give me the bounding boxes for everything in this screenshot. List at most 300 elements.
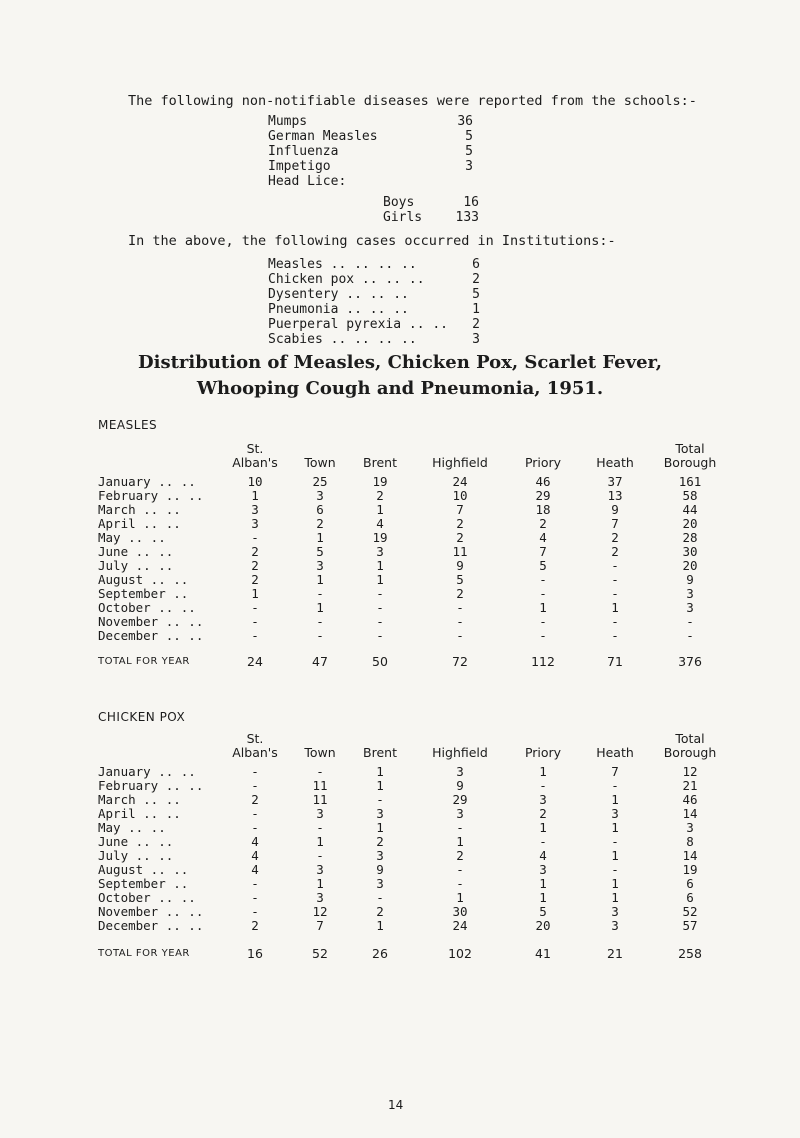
month-label: June .. .. — [98, 544, 174, 559]
table-cell: 3 — [611, 806, 619, 821]
month-label: February .. .. — [98, 488, 204, 503]
table-cell: - — [376, 890, 384, 905]
table-cell: 2 — [376, 488, 384, 503]
col-brent: Brent — [363, 745, 397, 760]
table-cell: - — [686, 614, 694, 629]
table-cell: - — [456, 614, 464, 629]
table-cell: 11 — [312, 792, 328, 807]
col-st-albans-2: Alban's — [232, 745, 278, 760]
table-cell: 7 — [316, 918, 324, 933]
table-cell: 3 — [251, 502, 259, 517]
table-cell: - — [376, 600, 384, 615]
table-cell: 1 — [539, 600, 547, 615]
table-cell: - — [251, 614, 259, 629]
section-heading: Distribution of Measles, Chicken Pox, Scarlet Fever, — [138, 352, 662, 373]
table-cell: 9 — [456, 778, 464, 793]
table-cell: 1 — [611, 820, 619, 835]
table-cell: 1 — [376, 558, 384, 573]
table-cell: 7 — [456, 502, 464, 517]
table-cell: - — [251, 530, 259, 545]
table-cell: 2 — [456, 516, 464, 531]
table-cell: 5 — [539, 558, 547, 573]
table-cell: - — [539, 614, 547, 629]
table-cell: 3 — [376, 876, 384, 891]
table-row — [0, 876, 800, 890]
table-cell: 7 — [611, 516, 619, 531]
table-cell: 52 — [682, 904, 698, 919]
month-label: April .. .. — [98, 516, 181, 531]
table-cell: 5 — [456, 572, 464, 587]
table-cell: - — [316, 820, 324, 835]
table-cell: - — [251, 806, 259, 821]
col-st-albans-1: St. — [246, 731, 264, 746]
disease-label: Dysentery .. .. .. — [268, 287, 409, 302]
disease-label: Impetigo — [268, 159, 331, 174]
table-row — [0, 820, 800, 834]
table-cell: 19 — [682, 862, 698, 877]
table-cell: - — [611, 614, 619, 629]
total-cell: 376 — [678, 654, 702, 669]
table-cell: 30 — [452, 904, 468, 919]
disease-label: Pneumonia .. .. .. — [268, 302, 409, 317]
table-row — [0, 558, 800, 572]
chickenpox-label: CHICKEN POX — [98, 710, 186, 724]
table-cell: 3 — [376, 544, 384, 559]
table-cell: 7 — [611, 764, 619, 779]
table-cell: - — [456, 876, 464, 891]
table-cell: 1 — [316, 600, 324, 615]
month-label: October .. .. — [98, 890, 196, 905]
table-cell: 1 — [316, 876, 324, 891]
table-row — [0, 848, 800, 862]
totals-row — [0, 946, 800, 960]
month-label: October .. .. — [98, 600, 196, 615]
table-cell: 46 — [535, 474, 551, 489]
table-cell: - — [316, 586, 324, 601]
table-cell: - — [539, 572, 547, 587]
disease-label: Chicken pox .. .. .. — [268, 272, 425, 287]
table-cell: 1 — [316, 572, 324, 587]
col-highfield: Highfield — [432, 455, 488, 470]
table-cell: 3 — [316, 862, 324, 877]
total-cell: 112 — [531, 654, 555, 669]
table-cell: - — [456, 600, 464, 615]
col-total-1: Total — [675, 731, 705, 746]
table-cell: 12 — [682, 764, 698, 779]
table-cell: 1 — [376, 778, 384, 793]
table-cell: 5 — [539, 904, 547, 919]
table-cell: 1 — [251, 488, 259, 503]
table-row — [0, 488, 800, 502]
table-row — [0, 600, 800, 614]
table-cell: 2 — [539, 806, 547, 821]
table-cell: - — [611, 586, 619, 601]
table-cell: 1 — [376, 764, 384, 779]
table-cell: 24 — [452, 918, 468, 933]
table-cell: 1 — [539, 890, 547, 905]
table-cell: 2 — [611, 544, 619, 559]
list-item — [268, 114, 473, 129]
list-item — [383, 210, 479, 225]
col-priory: Priory — [524, 455, 562, 470]
table-cell: 1 — [611, 848, 619, 863]
table-cell: 1 — [251, 586, 259, 601]
table-cell: 46 — [682, 792, 698, 807]
disease-count: 2 — [472, 317, 480, 332]
list-item — [383, 195, 479, 210]
chickenpox-table — [0, 730, 800, 960]
table-cell: 12 — [312, 904, 328, 919]
intro-text: The following non-notifiable diseases were reported from the schools:- — [128, 93, 697, 109]
month-label: September .. — [98, 876, 189, 891]
table-cell: 2 — [251, 544, 259, 559]
table-cell: 1 — [376, 918, 384, 933]
col-town: Town — [304, 745, 336, 760]
table-cell: - — [456, 628, 464, 643]
table-cell: 2 — [539, 516, 547, 531]
table-cell: - — [539, 628, 547, 643]
table-cell: 14 — [682, 848, 698, 863]
table-cell: 3 — [316, 558, 324, 573]
total-cell: 52 — [312, 946, 328, 961]
table-cell: 19 — [372, 474, 388, 489]
table-cell: 9 — [376, 862, 384, 877]
table-cell: 3 — [251, 516, 259, 531]
month-label: May .. .. — [98, 820, 166, 835]
page-number: 14 — [388, 1098, 404, 1112]
table-cell: 58 — [682, 488, 698, 503]
table-cell: - — [376, 586, 384, 601]
table-cell: 29 — [452, 792, 468, 807]
table-row — [0, 572, 800, 586]
schools-disease-list — [268, 114, 473, 189]
month-label: November .. .. — [98, 614, 204, 629]
table-cell: - — [456, 862, 464, 877]
table-cell: 3 — [316, 806, 324, 821]
month-label: March .. .. — [98, 502, 181, 517]
col-highfield: Highfield — [432, 745, 488, 760]
disease-count: 2 — [472, 272, 480, 287]
table-cell: - — [611, 778, 619, 793]
table-cell: 1 — [316, 530, 324, 545]
table-cell: 10 — [452, 488, 468, 503]
month-label: August .. .. — [98, 572, 189, 587]
table-cell: - — [376, 614, 384, 629]
table-cell: - — [251, 628, 259, 643]
month-label: March .. .. — [98, 792, 181, 807]
table-cell: 161 — [678, 474, 702, 489]
table-cell: 1 — [611, 600, 619, 615]
table-row — [0, 764, 800, 778]
month-label: July .. .. — [98, 848, 174, 863]
table-cell: - — [316, 764, 324, 779]
table-cell: - — [316, 848, 324, 863]
table-cell: 57 — [682, 918, 698, 933]
table-cell: - — [611, 862, 619, 877]
table-cell: 1 — [611, 792, 619, 807]
col-total-2: Borough — [663, 745, 717, 760]
table-cell: 6 — [686, 876, 694, 891]
total-cell: 26 — [372, 946, 388, 961]
list-item — [268, 317, 480, 332]
table-cell: 2 — [376, 834, 384, 849]
table-cell: - — [376, 792, 384, 807]
table-cell: 3 — [316, 890, 324, 905]
table-row — [0, 628, 800, 642]
table-cell: 4 — [251, 834, 259, 849]
table-cell: 30 — [682, 544, 698, 559]
total-cell: 258 — [678, 946, 702, 961]
disease-count: 5 — [465, 144, 473, 159]
disease-count: 36 — [457, 114, 473, 129]
table-cell: - — [539, 834, 547, 849]
table-row — [0, 474, 800, 488]
table-row — [0, 544, 800, 558]
list-item — [268, 159, 473, 174]
table-cell: 3 — [316, 488, 324, 503]
table-cell: 5 — [316, 544, 324, 559]
table-cell: 4 — [539, 530, 547, 545]
col-town: Town — [304, 455, 336, 470]
group-count: 16 — [463, 195, 479, 210]
total-cell: 47 — [312, 654, 328, 669]
disease-label: Head Lice: — [268, 174, 347, 189]
table-row — [0, 614, 800, 628]
table-cell: - — [611, 572, 619, 587]
table-cell: 1 — [316, 834, 324, 849]
list-item — [268, 287, 480, 302]
table-cell: - — [376, 628, 384, 643]
measles-label: MEASLES — [98, 418, 158, 432]
table-cell: 1 — [376, 572, 384, 587]
totals-label: TOTAL FOR YEAR — [98, 948, 190, 959]
table-cell: - — [686, 628, 694, 643]
total-cell: 16 — [247, 946, 263, 961]
table-cell: 4 — [376, 516, 384, 531]
total-cell: 41 — [535, 946, 551, 961]
table-row — [0, 586, 800, 600]
disease-count: 3 — [472, 332, 480, 347]
table-row — [0, 890, 800, 904]
table-cell: 7 — [539, 544, 547, 559]
col-st-albans-1: St. — [246, 441, 264, 456]
table-cell: - — [251, 820, 259, 835]
table-cell: 3 — [376, 848, 384, 863]
table-cell: 2 — [251, 558, 259, 573]
table-cell: - — [251, 778, 259, 793]
table-cell: 6 — [316, 502, 324, 517]
col-st-albans-2: Alban's — [232, 455, 278, 470]
table-cell: - — [251, 876, 259, 891]
table-cell: 3 — [539, 792, 547, 807]
month-label: May .. .. — [98, 530, 166, 545]
table-cell: - — [316, 614, 324, 629]
table-cell: - — [251, 904, 259, 919]
table-row — [0, 778, 800, 792]
disease-label: Mumps — [268, 114, 308, 129]
table-cell: 9 — [686, 572, 694, 587]
head-lice-list — [383, 195, 479, 225]
table-cell: 8 — [686, 834, 694, 849]
table-cell: 44 — [682, 502, 698, 517]
table-row — [0, 862, 800, 876]
table-cell: 29 — [535, 488, 551, 503]
group-label: Boys — [383, 195, 415, 210]
table-cell: 2 — [251, 792, 259, 807]
total-cell: 102 — [448, 946, 472, 961]
col-total-1: Total — [675, 441, 705, 456]
table-cell: 2 — [456, 848, 464, 863]
table-cell: 1 — [376, 502, 384, 517]
totals-row — [0, 654, 800, 668]
list-item — [268, 272, 480, 287]
table-row — [0, 516, 800, 530]
table-body — [0, 474, 800, 642]
table-cell: 3 — [611, 918, 619, 933]
disease-count: 1 — [472, 302, 480, 317]
month-label: January .. .. — [98, 764, 196, 779]
table-cell: 1 — [539, 764, 547, 779]
total-cell: 24 — [247, 654, 263, 669]
table-cell: 20 — [535, 918, 551, 933]
col-heath: Heath — [596, 745, 634, 760]
month-label: April .. .. — [98, 806, 181, 821]
total-cell: 21 — [607, 946, 623, 961]
table-cell: 3 — [686, 820, 694, 835]
table-cell: 11 — [452, 544, 468, 559]
table-row — [0, 792, 800, 806]
section-subheading: Whooping Cough and Pneumonia, 1951. — [196, 378, 604, 399]
table-cell: - — [251, 600, 259, 615]
month-label: January .. .. — [98, 474, 196, 489]
disease-count: 3 — [465, 159, 473, 174]
table-cell: 1 — [611, 876, 619, 891]
table-row — [0, 530, 800, 544]
table-row — [0, 502, 800, 516]
table-cell: 18 — [535, 502, 551, 517]
disease-count: 5 — [465, 129, 473, 144]
table-cell: 3 — [456, 764, 464, 779]
month-label: February .. .. — [98, 778, 204, 793]
table-cell: 6 — [686, 890, 694, 905]
table-cell: 28 — [682, 530, 698, 545]
table-cell: - — [316, 628, 324, 643]
table-cell: - — [539, 778, 547, 793]
table-cell: 3 — [611, 904, 619, 919]
table-row — [0, 918, 800, 932]
disease-label: German Measles — [268, 129, 378, 144]
month-label: December .. .. — [98, 628, 204, 643]
list-item — [268, 302, 480, 317]
table-cell: 14 — [682, 806, 698, 821]
month-label: August .. .. — [98, 862, 189, 877]
table-cell: 9 — [611, 502, 619, 517]
disease-label: Scabies .. .. .. .. — [268, 332, 417, 347]
table-cell: - — [456, 820, 464, 835]
table-row — [0, 834, 800, 848]
col-priory: Priory — [524, 745, 562, 760]
table-cell: 2 — [456, 586, 464, 601]
table-cell: 3 — [456, 806, 464, 821]
table-cell: 2 — [316, 516, 324, 531]
table-cell: 11 — [312, 778, 328, 793]
table-cell: 3 — [686, 586, 694, 601]
table-cell: 10 — [247, 474, 263, 489]
table-cell: 2 — [611, 530, 619, 545]
table-cell: 2 — [456, 530, 464, 545]
month-label: June .. .. — [98, 834, 174, 849]
table-row — [0, 904, 800, 918]
table-cell: 2 — [251, 918, 259, 933]
table-cell: 21 — [682, 778, 698, 793]
table-cell: 1 — [539, 820, 547, 835]
table-cell: 2 — [376, 904, 384, 919]
month-label: November .. .. — [98, 904, 204, 919]
table-cell: - — [251, 890, 259, 905]
table-cell: 19 — [372, 530, 388, 545]
list-item — [268, 144, 473, 159]
totals-label: TOTAL FOR YEAR — [98, 656, 190, 667]
table-cell: - — [539, 586, 547, 601]
table-cell: 1 — [456, 890, 464, 905]
disease-label: Measles .. .. .. .. — [268, 257, 417, 272]
disease-count: 5 — [472, 287, 480, 302]
table-header — [0, 730, 800, 760]
table-cell: 4 — [251, 848, 259, 863]
total-cell: 71 — [607, 654, 623, 669]
table-cell: 1 — [539, 876, 547, 891]
col-heath: Heath — [596, 455, 634, 470]
table-cell: - — [611, 558, 619, 573]
month-label: December .. .. — [98, 918, 204, 933]
measles-table — [0, 440, 800, 668]
table-cell: 3 — [539, 862, 547, 877]
table-cell: - — [611, 834, 619, 849]
group-label: Girls — [383, 210, 423, 225]
table-cell: 13 — [607, 488, 623, 503]
table-cell: 24 — [452, 474, 468, 489]
table-cell: 37 — [607, 474, 623, 489]
table-cell: 1 — [376, 820, 384, 835]
disease-label: Puerperal pyrexia .. .. — [268, 317, 449, 332]
list-item — [268, 257, 480, 272]
table-body — [0, 764, 800, 932]
col-total-2: Borough — [663, 455, 717, 470]
disease-label: Influenza — [268, 144, 339, 159]
total-cell: 72 — [452, 654, 468, 669]
col-brent: Brent — [363, 455, 397, 470]
institutions-intro: In the above, the following cases occurred in Institutions:- — [128, 233, 616, 249]
table-cell: 25 — [312, 474, 328, 489]
table-cell: - — [611, 628, 619, 643]
table-row — [0, 806, 800, 820]
group-count: 133 — [455, 210, 479, 225]
table-cell: 4 — [251, 862, 259, 877]
table-cell: 9 — [456, 558, 464, 573]
institutions-list — [268, 257, 480, 347]
table-cell: 1 — [456, 834, 464, 849]
table-cell: 4 — [539, 848, 547, 863]
table-cell: - — [251, 764, 259, 779]
list-item — [268, 129, 473, 144]
table-cell: 1 — [611, 890, 619, 905]
table-header — [0, 440, 800, 470]
total-cell: 50 — [372, 654, 388, 669]
list-item — [268, 174, 473, 189]
table-cell: 20 — [682, 558, 698, 573]
table-cell: 3 — [686, 600, 694, 615]
table-cell: 20 — [682, 516, 698, 531]
